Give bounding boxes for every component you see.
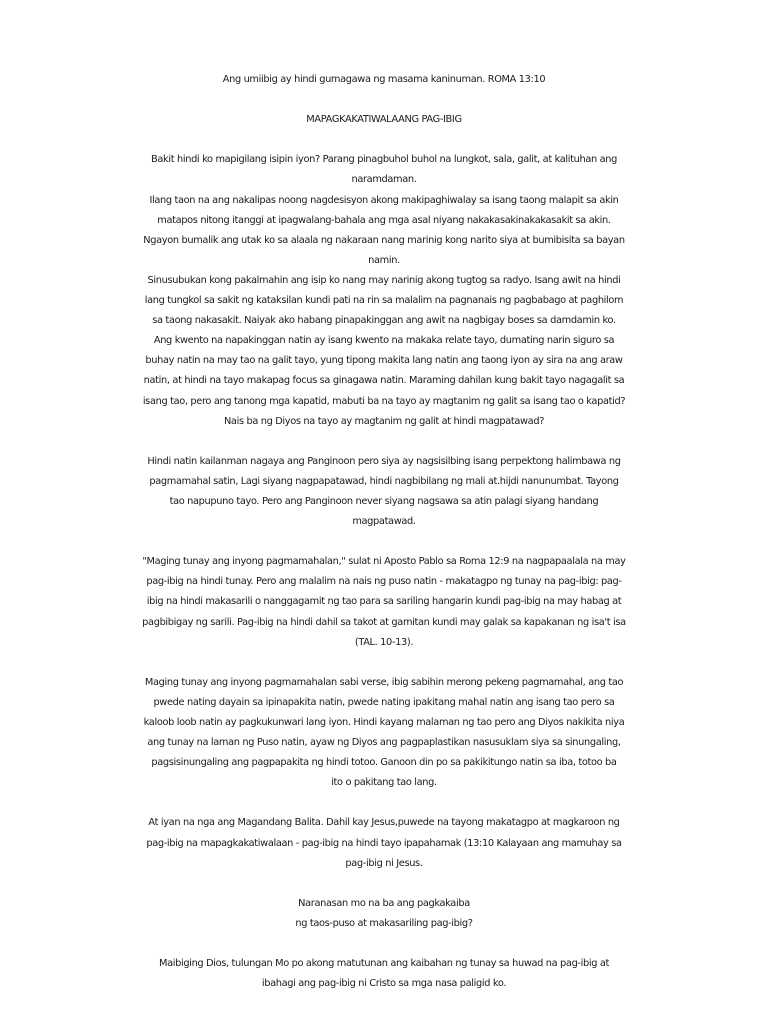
paragraph-line: tao napupuno tayo. Pero ang Panginoon never siyang nagsawa sa atin palagi siyang handang [169,495,599,507]
paragraph-line: Hindi natin kailanman nagaya ang Panginoon pero siya ay nagsisilbing isang perpektong halimbawa ng [147,455,621,467]
paragraph-line: ang tunay na laman ng Puso natin, ayaw ng Diyos ang pagpaplastikan nasusuklam siya sa sinungaling, [147,737,621,749]
paragraph-line: Nais ba ng Diyos na tayo ay magtanim ng galit at hindi magpatawad? [223,415,545,427]
paragraph-line: pag-ibig na hindi tunay. Pero ang malalim na nais ng puso natin - makatagpo ng tunay na pag-ibig: pag- [146,576,622,588]
paragraph-line: (TAL. 10-13). [354,636,414,648]
paragraph [0,552,768,652]
paragraph-line: "Maging tunay ang inyong pagmamahalan," sulat ni Aposto Pablo sa Roma 12:9 na nagpapaalala na may [142,556,626,568]
paragraph-line: pagsisinungaling ang pagpapakita ng hindi totoo. Ganoon din po sa pakikitungo natin sa iba, totoo ba [151,757,617,769]
paragraph-line: Maging tunay ang inyong pagmamahalan sabi verse, ibig sabihin merong pekeng pagmamahal, ang tao [144,676,624,688]
paragraph [0,452,768,532]
paragraph-line: ibahagi ang pag-ibig ni Cristo sa mga nasa paligid ko. [261,978,507,990]
paragraph-line: pag-ibig ni Jesus. [345,857,423,869]
paragraph-line: naramdaman. [351,174,417,186]
paragraph-line: pag-ibig na mapagkakatiwalaan - pag-ibig na hindi tayo ipapahamak (13:10 Kalayaan ang mamuhay sa [146,837,622,849]
spacer [0,90,768,110]
paragraph-line: lang tungkol sa sakit ng kataksilan kundi pati na rin sa malalim na pagnanais ng pagbabago at paghilom [144,295,624,307]
paragraph-line: ito o pakitang tao lang. [331,777,437,789]
paragraph [0,673,768,794]
paragraph-line: Bakit hindi ko mapigilang isipin iyon? Parang pinagbuhol buhol na lungkot, sala, galit, at kalituhan ang [151,154,617,166]
spacer [0,653,768,673]
paragraph-line: Ngayon bumalik ang utak ko sa alaala ng nakaraan nang marinig kong narito siya at bumibisita sa bayan [143,234,625,246]
spacer [0,874,768,894]
paragraph [0,150,768,431]
paragraph-line: magpatawad. [352,516,416,528]
paragraph-line: buhay natin na may tao na galit tayo, yung tipong makita lang natin ang taong iyon ay sira na ang araw [145,355,623,367]
paragraph-line: ng taos-puso at makasariling pag-ibig? [295,917,473,929]
paragraph [0,954,768,994]
spacer [0,432,768,452]
paragraph-line: isang tao, pero ang tanong mga kapatid, mabuti ba na tayo ay magtanim ng galit sa isang tao o kapatid? [142,395,626,407]
paragraph-line: pagmamahal satin, Lagi siyang nagpapatawad, hindi nagbibilang ng mali at.hijdi nanunumbat. Tayong [149,475,619,487]
paragraph-line: sa taong nakasakit. Naiyak ako habang pinapakinggan ang awit na nagbigay boses sa damdamin ko. [152,315,616,327]
paragraph-line: matapos nitong itanggi at ipagwalang-bahala ang mga asal niyang nakakasakinakakasakit sa akin. [157,214,611,226]
spacer [0,934,768,954]
spacer [0,130,768,150]
paragraph-line: Sinusubukan kong pakalmahin ang isip ko nang may narinig akong tugtog sa radyo. Isang awit na hindi [147,274,621,286]
paragraph-line: Maibiging Dios, tulungan Mo po akong matutunan ang kaibahan ng tunay sa huwad na pag-ibig at [158,958,610,970]
paragraph-line: pagbibigay ng sarili. Pag-ibig na hindi dahil sa takot at gamitan kundi may galak sa kapakanan ng isa't isa [142,616,626,628]
paragraph-line: At iyan na nga ang Magandang Balita. Dahil kay Jesus,puwede na tayong makatagpo at magkaroon ng [148,817,620,829]
paragraph-line: Naranasan mo na ba ang pagkakaiba [298,897,470,909]
paragraph-line: Ang kwento na napakinggan natin ay isang kwento na makaka relate tayo, dumating narin siguro sa [153,335,615,347]
paragraph-line: natin, at hindi na tayo makapag focus sa ginagawa natin. Maraming dahilan kung bakit tayo nagagalit sa [143,375,625,387]
paragraph [0,813,768,873]
document-title: MAPAGKAKATIWALAANG PAG-IBIG [306,114,462,126]
paragraph-line: kaloob loob natin ay pagkukunwari lang iyon. Hindi kayang malaman ng tao pero ang Diyos nakikita niya [143,717,625,728]
spacer [0,793,768,813]
paragraph-line: ibig na hindi makasarili o nanggagamit ng tao para sa sariling hangarin kundi pag-ibig na may habag at [146,596,622,608]
document-body [0,150,768,994]
spacer [0,532,768,552]
paragraph-line: namin. [368,254,400,266]
paragraph-line: pwede nating dayain sa ipinapakita natin, pwede nating ipakitang mahal natin ang isang tao pero sa [153,696,615,708]
paragraph-line: Ilang taon na ang nakalipas noong nagdesisyon akong makipaghiwalay sa isang taong malapit sa akin [149,194,619,206]
epigraph: Ang umiibig ay hindi gumagawa ng masama kaninuman. ROMA 13:10 [222,74,546,85]
paragraph [0,894,768,934]
